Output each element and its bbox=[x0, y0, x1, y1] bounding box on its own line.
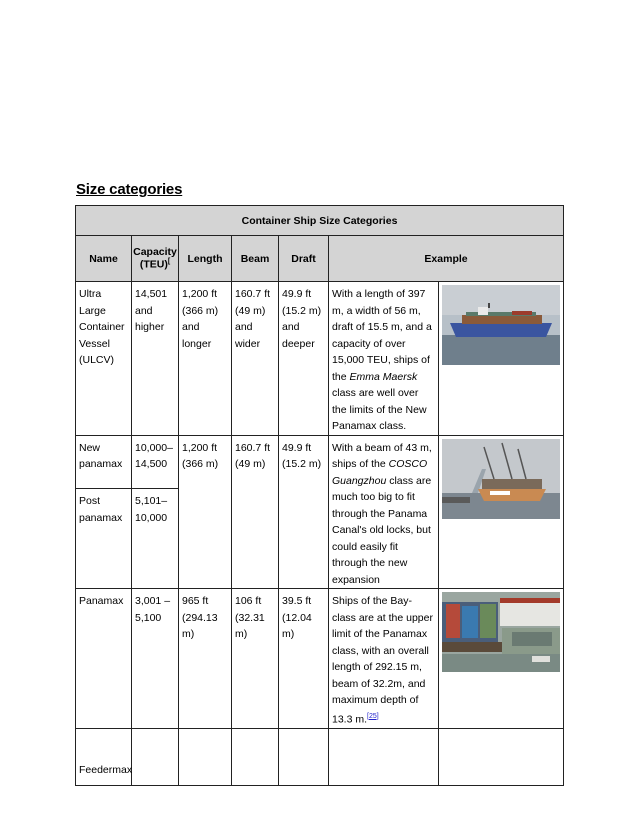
cell-example-image bbox=[439, 728, 564, 785]
header-capacity: Capacity (TEU)[ bbox=[132, 236, 179, 282]
cell-capacity: 5,101– 10,000 bbox=[132, 489, 179, 589]
cell-example-text bbox=[329, 728, 439, 785]
cell-beam: 160.7 ft (49 m) bbox=[232, 435, 279, 589]
ulcv-ship-photo[interactable] bbox=[442, 285, 560, 365]
cell-length: 1,200 ft (366 m) bbox=[179, 435, 232, 589]
cell-name: Post panamax bbox=[76, 489, 132, 589]
cell-name: Feedermax bbox=[76, 728, 132, 785]
header-draft: Draft bbox=[279, 236, 329, 282]
cell-example-text: With a beam of 43 m, ships of the COSCO Guangzhou class are much too big to fit through the Panama Canal's old locks, but could easily fit through the new expansion bbox=[329, 435, 439, 589]
cell-example-image bbox=[439, 282, 564, 436]
cell-example-image bbox=[439, 435, 564, 589]
reference-link[interactable]: [25] bbox=[367, 712, 379, 720]
table-row bbox=[76, 282, 564, 436]
cell-example-image bbox=[439, 589, 564, 729]
cell-beam bbox=[232, 728, 279, 785]
cell-draft: 49.9 ft (15.2 m) and deeper bbox=[279, 282, 329, 436]
cell-draft bbox=[279, 728, 329, 785]
cell-beam: 106 ft (32.31 m) bbox=[232, 589, 279, 729]
header-beam: Beam bbox=[232, 236, 279, 282]
cell-capacity: 10,000– 14,500 bbox=[132, 435, 179, 489]
cell-length bbox=[179, 728, 232, 785]
cell-length: 965 ft (294.13 m) bbox=[179, 589, 232, 729]
size-categories-table bbox=[75, 205, 564, 786]
header-length: Length bbox=[179, 236, 232, 282]
header-name: Name bbox=[76, 236, 132, 282]
cell-capacity bbox=[132, 728, 179, 785]
table-caption: Container Ship Size Categories bbox=[76, 206, 564, 236]
cell-name: New panamax bbox=[76, 435, 132, 489]
table-row bbox=[76, 589, 564, 729]
cosco-ship-photo[interactable] bbox=[442, 439, 560, 519]
cell-name: Ultra Large Container Vessel (ULCV) bbox=[76, 282, 132, 436]
cell-capacity: 14,501 and higher bbox=[132, 282, 179, 436]
table-row bbox=[76, 435, 564, 489]
cell-draft: 49.9 ft (15.2 m) bbox=[279, 435, 329, 589]
cell-draft: 39.5 ft (12.04 m) bbox=[279, 589, 329, 729]
cell-name: Panamax bbox=[76, 589, 132, 729]
cell-length: 1,200 ft (366 m) and longer bbox=[179, 282, 232, 436]
cell-beam: 160.7 ft (49 m) and wider bbox=[232, 282, 279, 436]
table-row bbox=[76, 728, 564, 785]
cell-capacity: 3,001 – 5,100 bbox=[132, 589, 179, 729]
section-heading: Size categories bbox=[76, 181, 183, 198]
cell-example-text: With a length of 397 m, a width of 56 m, draft of 15.5 m, and a capacity of over 15,000 TEU, ships of the Emma Maersk class are well over the limits of the New Panamax class. bbox=[329, 282, 439, 436]
panamax-ship-photo[interactable] bbox=[442, 592, 560, 672]
header-example: Example bbox=[329, 236, 564, 282]
capacity-footnote-mark[interactable]: [ bbox=[167, 258, 171, 266]
cell-example-text: Ships of the Bay-class are at the upper limit of the Panamax class, with an overall length of 292.15 m, beam of 32.2m, and maximum depth of 13.3 m.[25] bbox=[329, 589, 439, 729]
